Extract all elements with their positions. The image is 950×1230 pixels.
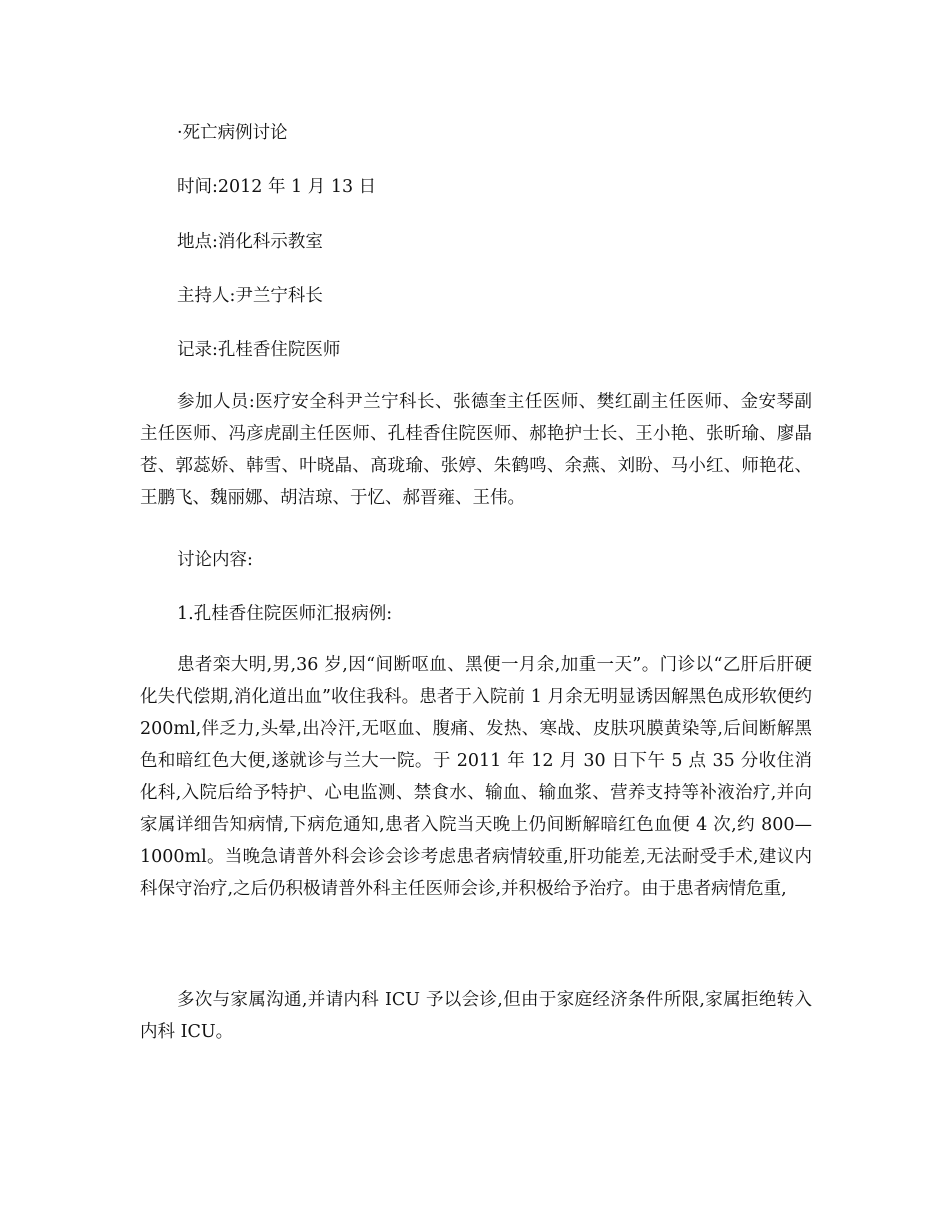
icu-paragraph: 多次与家属沟通,并请内科 ICU 予以会诊,但由于家庭经济条件所限,家属拒绝转入内科 ICU。	[140, 990, 812, 1042]
meeting-time: 时间:2012 年 1 月 13 日	[177, 177, 377, 197]
report-heading: 1.孔桂香住院医师汇报病例:	[177, 604, 393, 624]
meeting-host: 主持人:尹兰宁科长	[177, 286, 323, 306]
participants-paragraph: 参加人员:医疗安全科尹兰宁科长、张德奎主任医师、樊红副主任医师、金安琴副主任医师、冯彦虎副主任医师、孔桂香住院医师、郝艳护士长、王小艳、张昕瑜、廖晶苍、郭蕊娇、韩雪、叶晓晶、髙珑瑜、张婷、朱鹤鸣、余燕、刘盼、马小红、师艳花、王鹏飞、魏丽娜、胡洁琼、于忆、郝晋雍、王伟。	[140, 392, 812, 508]
meeting-recorder: 记录:孔桂香住院医师	[177, 340, 341, 360]
meeting-location: 地点:消化科示教室	[177, 232, 323, 252]
document-title: ·死亡病例讨论	[177, 123, 288, 143]
case-paragraph: 患者栾大明,男,36 岁,因“间断呕血、黑便一月余,加重一天”。门诊以“乙肝后肝硬化失代偿期,消化道出血”收住我科。患者于入院前 1 月余无明显诱因解黑色成形软便约 200ml,伴乏力,头晕,出冷汗,无呕血、腹痛、发热、寒战、皮肤巩膜黄染等,后间断解黑色和暗红色大便,遂就诊与兰大一院。于 2011 年 12 月 30 日下午 5 点 35 分收住消化科,入院后给予特护、心电监测、禁食水、输血、输血浆、营养支持等补液治疗,并向家属详细告知病情,下病危通知,患者入院当天晚上仍间断解暗红色血便 4 次,约 800—1000ml。当晚急请普外科会诊会诊考虑患者病情较重,肝功能差,无法耐受手术,建议内科保守治疗,之后仍积极请普外科主任医师会诊,并积极给予治疗。由于患者病情危重,	[140, 655, 812, 899]
discussion-heading: 讨论内容:	[177, 550, 253, 570]
